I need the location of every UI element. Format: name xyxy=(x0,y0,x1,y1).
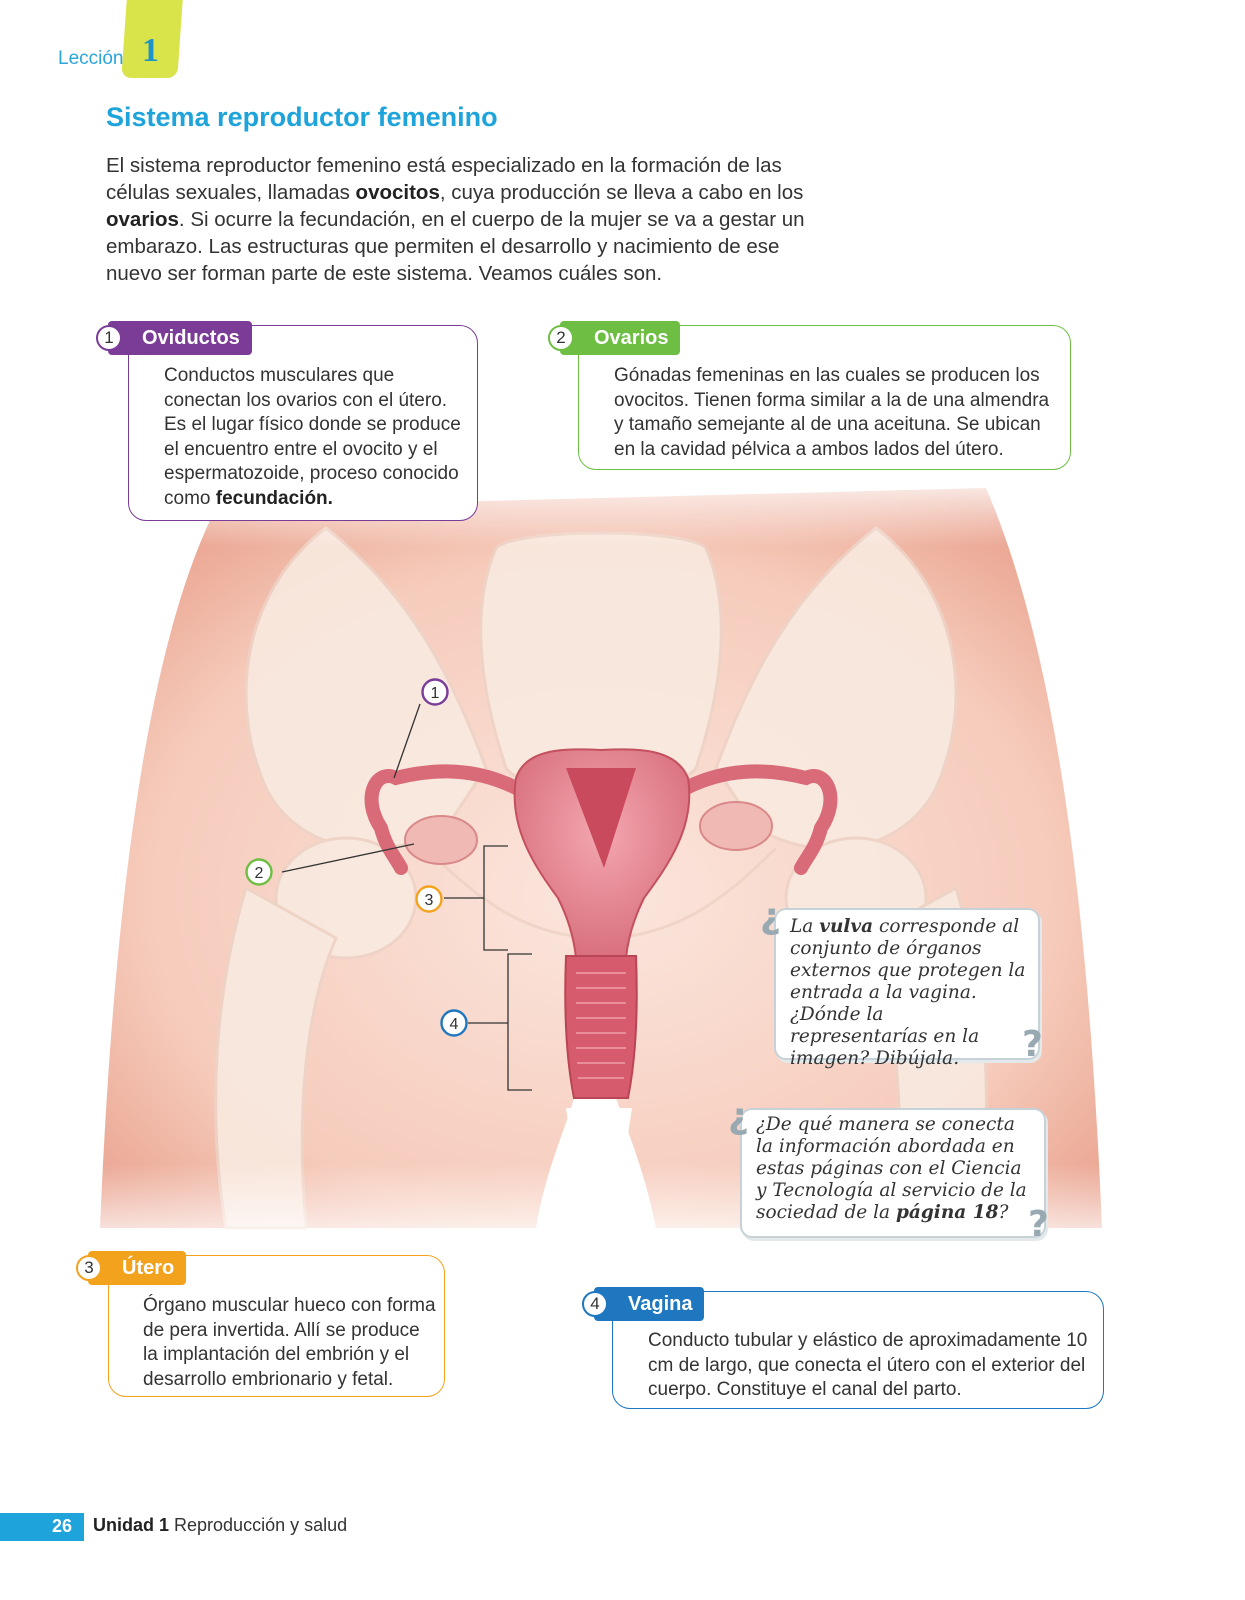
text-vagina: Conducto tubular y elástico de aproximadamente 10 cm de largo, que conecta el útero con el exterior del cuerpo. Constituye el canal del parto. xyxy=(648,1330,1088,1400)
callout-conexion-text: ¿De qué manera se conecta la información abordada en estas páginas con el Ciencia y Tecnología al servicio de la sociedad de la página 18? xyxy=(756,1114,1027,1223)
tag-label-oviductos: Oviductos xyxy=(142,327,240,349)
callout-bold-vulva: vulva xyxy=(819,916,874,937)
footer-unit-label: Unidad 1 xyxy=(93,1515,170,1535)
callout-vulva-close-mark: ? xyxy=(1022,1024,1043,1065)
tag-ovarios xyxy=(556,321,680,355)
text-utero: Órgano muscular hueco con forma de pera invertida. Allí se produce la implantación del embrión y el desarrollo embrionario y fetal. xyxy=(143,1295,436,1390)
intro-bold-ovarios: ovarios xyxy=(106,208,179,231)
svg-text:2: 2 xyxy=(254,865,264,882)
tag-number-vagina: 4 xyxy=(582,1291,608,1317)
diagram-marker-2 xyxy=(247,860,272,885)
diagram-marker-1 xyxy=(423,680,448,705)
tag-utero xyxy=(84,1251,186,1285)
callout-vulva-open-mark: ¿ xyxy=(760,896,781,937)
tag-label-ovarios: Ovarios xyxy=(594,327,669,349)
lesson-label: Lección xyxy=(58,48,124,69)
bold-fecundacion: fecundación. xyxy=(215,487,333,509)
svg-text:1: 1 xyxy=(430,685,440,702)
text-ovarios: Gónadas femeninas en las cuales se producen los ovocitos. Tienen forma similar a la de una almendra y tamaño semejante al de una aceituna. Se ubican en la cavidad pélvica a ambos lados del útero. xyxy=(614,365,1050,460)
tag-label-vagina: Vagina xyxy=(628,1293,693,1315)
svg-text:4: 4 xyxy=(449,1016,459,1033)
tag-number-utero: 3 xyxy=(76,1255,102,1281)
intro-paragraph: El sistema reproductor femenino está especializado en la formación de las células sexuales, llamadas ovocitos, cuya producción se lleva a cabo en los ovarios. Si ocurre la fecundación, en el cuerpo de la mujer se va a gestar un embarazo. Las estructuras que permiten el desarrollo y nacimiento de ese nuevo ser forman parte de este sistema. Veamos cuáles son. xyxy=(106,154,805,285)
footer-unit-title: Reproducción y salud xyxy=(169,1515,348,1535)
tag-number-ovarios: 2 xyxy=(548,325,574,351)
tag-number-oviductos: 1 xyxy=(96,325,122,351)
tag-oviductos xyxy=(104,321,252,355)
tag-vagina xyxy=(590,1287,704,1321)
page-number: 26 xyxy=(52,1516,73,1536)
callout-vulva-text: La vulva corresponde al conjunto de órganos externos que protegen la entrada a la vagina. ¿Dónde la representarías en la imagen? Dibújala. xyxy=(790,916,1026,1069)
lesson-number: 1 xyxy=(142,32,159,69)
diagram-marker-4 xyxy=(442,1011,467,1036)
intro-bold-ovocitos: ovocitos xyxy=(355,181,440,204)
diagram-marker-3 xyxy=(417,887,442,912)
page-title: Sistema reproductor femenino xyxy=(106,102,498,132)
footer-unit xyxy=(93,1515,347,1536)
callout-conexion-close-mark: ? xyxy=(1028,1204,1049,1245)
tag-label-utero: Útero xyxy=(122,1257,175,1279)
svg-text:3: 3 xyxy=(424,892,434,909)
callout-bold-pagina: página 18 xyxy=(895,1202,999,1223)
callout-conexion-open-mark: ¿ xyxy=(728,1096,749,1137)
text-oviductos: Conductos musculares que conectan los ovarios con el útero. Es el lugar físico donde se produce el encuentro entre el ovocito y el espermatozoide, proceso conocido como fecundación. xyxy=(164,365,461,509)
